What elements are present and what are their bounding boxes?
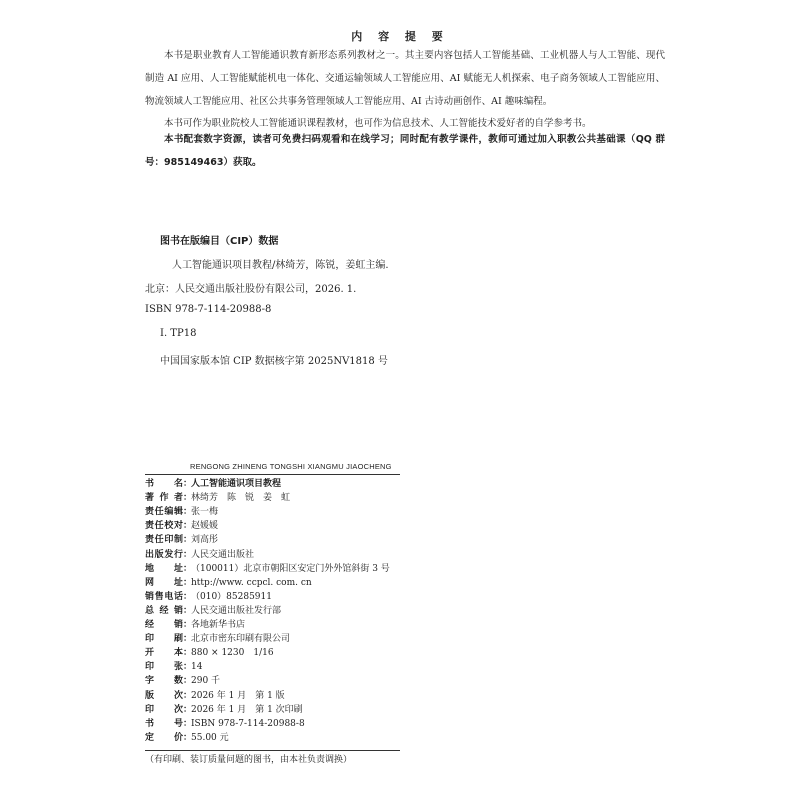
colophon-row [145,562,390,577]
colophon-footnote: （有印刷、装订质量问题的图书，由本社负责调换） [145,755,353,765]
colophon-row [145,533,218,548]
colophon-row-value: http://www. ccpcl. com. cn [191,577,312,588]
colophon-row-value: 14 [191,662,203,673]
colophon-row-colon: ： [183,535,193,546]
summary-paragraph-1: 本书是职业教育人工智能通识教育新形态系列教材之一。其主要内容包括人工智能基础、工业机器人与人工智能、现代制造 AI 应用、人工智能赋能机电一体化、交通运输领域人工智能应用、AI 赋能无人机探索、电子商务领域人工智能应用、物流领域人工智能应用、社区公共事务管理领域人工智能应用、AI 古诗动画创作、AI 趣味编程。 [145,50,665,107]
colophon-row-value: 刘高彤 [191,535,219,546]
colophon-row-colon: ： [183,732,193,743]
colophon-top-rule [145,474,400,475]
colophon-row-label: 开本 [145,648,183,659]
summary-paragraph-2: 本书可作为职业院校人工智能通识课程教材，也可作为信息技术、人工智能技术爱好者的自学参考书。 [164,118,592,129]
colophon-row [145,618,245,633]
colophon-row-value: 各地新华书店 [191,620,246,630]
colophon-row-colon: ： [183,718,193,729]
colophon-row [145,632,290,647]
colophon-row-value: 人工智能通识项目教程 [191,479,282,489]
colophon-row-label: 字数 [145,676,183,687]
cip-classification-line: Ⅰ. TP18 [160,328,197,339]
colophon-row-colon: ： [183,704,193,715]
colophon-row [145,703,303,718]
colophon-row-colon: ： [183,620,193,630]
colophon-row-label: 总经销 [145,605,183,616]
colophon-row-colon: ： [183,479,193,489]
summary-paragraph-3: 本书配套数字资源，读者可免费扫码观看和在线学习；同时配有教学课件，教师可通过加入职教公共基础课（QQ 群号：985149463）获取。 [145,134,665,168]
colophon-row-colon: ： [183,507,193,518]
cip-isbn-line: ISBN 978-7-114-20988-8 [145,304,272,315]
colophon-row-value: 人民交通出版社发行部 [191,605,282,616]
colophon-row [145,604,281,619]
colophon-row-colon: ： [183,605,193,616]
colophon-row-label: 印刷 [145,634,183,645]
colophon-row-colon: ： [183,662,193,673]
colophon-bottom-rule [145,750,400,751]
colophon-row [145,491,290,506]
colophon-row-value: （010）85285911 [191,591,272,602]
cip-publisher-line: 北京：人民交通出版社股份有限公司，2026. 1. [145,284,357,295]
colophon-row [145,590,272,605]
colophon-row [145,576,312,591]
colophon-row-value: 人民交通出版社 [191,549,255,560]
colophon-row-label: 网址 [145,577,183,588]
cip-record-number-line: 中国国家版本馆 CIP 数据核字第 2025NV1818 号 [160,356,388,367]
colophon-row-label: 责任校对 [145,521,183,532]
colophon-row-value: 290 千 [191,676,221,687]
colophon-row-label: 著作者 [145,493,183,504]
colophon-row [145,646,274,661]
colophon-row-label: 版次 [145,690,183,701]
colophon-row-value: 林绮芳 陈 锐 姜 虹 [191,493,291,504]
colophon-row [145,519,218,534]
colophon-row-label: 地址 [145,563,183,574]
colophon-row-value: 赵媛媛 [191,521,219,532]
colophon-row-value: 55.00 元 [191,732,229,743]
colophon-row-value: 北京市密东印刷有限公司 [191,634,291,645]
colophon-row-colon: ： [183,690,193,701]
colophon-row-colon: ： [183,549,193,560]
colophon-row-value: ISBN 978-7-114-20988-8 [191,718,305,729]
colophon-row [145,477,281,492]
colophon-row-value: 2026 年 1 月 第 1 次印刷 [191,704,303,715]
colophon-row-label: 印次 [145,704,183,715]
colophon-row-label: 责任印制 [145,535,183,546]
colophon-row [145,548,254,563]
cip-title-line: 人工智能通识项目教程/林绮芳，陈锐，姜虹主编. [172,260,389,271]
colophon-row-label: 印张 [145,662,183,673]
colophon-row-colon: ： [183,676,193,687]
colophon-row-value: 2026 年 1 月 第 1 版 [191,690,285,701]
colophon-row-colon: ： [183,521,193,532]
colophon-row-colon: ： [183,493,193,504]
colophon-row [145,689,285,704]
colophon-row-colon: ： [183,634,193,645]
colophon-row-label: 经销 [145,620,183,630]
colophon-row [145,731,229,746]
colophon-row [145,674,220,689]
summary-title: 内 容 提 要 [351,30,449,43]
colophon-row-label: 书号 [145,718,183,729]
colophon-row-colon: ： [183,563,193,574]
colophon-row [145,660,202,675]
pinyin-title: RENGONG ZHINENG TONGSHI XIANGMU JIAOCHENG [190,462,392,471]
colophon-row-label: 责任编辑 [145,507,183,518]
colophon-row-colon: ： [183,648,193,659]
colophon-row-label: 定价 [145,732,183,743]
colophon-row-label: 书名 [145,479,183,489]
colophon-row-value: （100011）北京市朝阳区安定门外外馆斜街 3 号 [191,563,390,574]
colophon-row [145,717,305,732]
colophon-row-colon: ： [183,577,193,588]
colophon-row-label: 出版发行 [145,549,183,560]
colophon-row-value: 880 × 1230 1/16 [191,648,274,659]
colophon-row-value: 张一梅 [191,507,219,518]
colophon-row-label: 销售电话 [145,591,183,602]
colophon-row [145,505,218,520]
cip-heading: 图书在版编目（CIP）数据 [160,236,279,247]
colophon-row-colon: ： [183,591,193,602]
